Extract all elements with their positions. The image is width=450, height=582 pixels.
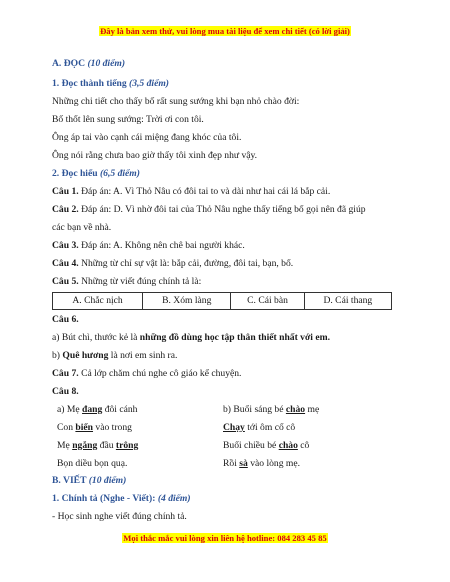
reading-line-2: Bố thốt lên sung sướng: Trời ơi con tôi.	[52, 114, 204, 125]
answer-bold: những đồ dùng học tập thân thiết nhất với em.	[139, 332, 330, 343]
poem-text: Rồi	[223, 458, 240, 469]
table-row	[53, 293, 392, 310]
part-b-section-1-score: (4 điểm)	[157, 493, 191, 504]
poem-a-line-3	[57, 440, 138, 452]
section-2-title: 2. Đọc hiểu	[52, 168, 98, 179]
poem-text: vào trong	[93, 422, 132, 433]
poem-text: b) Buổi sáng bé	[223, 404, 286, 415]
question-5	[52, 276, 201, 288]
question-6b	[52, 350, 177, 362]
poem-a-line-1	[57, 404, 137, 416]
question-2	[52, 204, 366, 216]
section-1-heading	[52, 78, 169, 90]
poem-text: cô	[297, 440, 310, 451]
question-label: Câu 7.	[52, 368, 79, 379]
question-label: Câu 4.	[52, 258, 79, 269]
underlined-word: chào	[285, 404, 306, 415]
question-label: Câu 2.	[52, 204, 79, 215]
option-d: D. Cái thang	[304, 293, 391, 310]
underlined-word: sà	[239, 458, 248, 469]
poem-a-line-2	[57, 422, 132, 434]
question-label: Câu 8.	[52, 386, 79, 397]
question-label: Câu 3.	[52, 240, 79, 251]
section-2-heading	[52, 168, 140, 180]
section-2-score: (6,5 điểm)	[99, 168, 140, 179]
part-b-score: (10 điểm)	[88, 475, 127, 486]
answer-text: b)	[52, 350, 63, 361]
poem-a-line-4: Bọn diều bọn quạ.	[57, 458, 128, 469]
poem-text: tới ôm cổ cô	[244, 422, 296, 433]
poem-text: đầu	[97, 440, 116, 451]
options-table	[52, 292, 392, 310]
part-a-title: A. ĐỌC	[52, 58, 86, 69]
hotline-banner-text: Mọi thắc mắc vui lòng xin liên hệ hotline: 084 283 45 85	[123, 533, 327, 543]
answer-text: a) Bút chì, thước kẻ là	[52, 332, 140, 343]
question-3	[52, 240, 245, 252]
preview-banner	[0, 26, 450, 37]
poem-b-line-2	[223, 422, 295, 434]
answer-text: Những từ viết đúng chính tả là:	[81, 276, 202, 287]
reading-line-1: Những chi tiết cho thấy bố rất sung sướng khi bạn nhỏ chào đời:	[52, 96, 300, 107]
question-7	[52, 368, 241, 380]
question-2-continued: các bạn về nhà.	[52, 222, 112, 233]
poem-text: Buổi chiều bé	[223, 440, 279, 451]
answer-text: Cả lớp chăm chú nghe cô giáo kể chuyện.	[81, 368, 242, 379]
question-6	[52, 314, 79, 326]
answer-text: Đáp án: A. Vì Thỏ Nâu có đôi tai to và dài như hai cái lá bắp cải.	[81, 186, 331, 197]
reading-line-4: Ông nói rằng chưa bao giờ thấy tôi xinh đẹp như vậy.	[52, 150, 258, 161]
option-c: C. Cái bàn	[231, 293, 304, 310]
underlined-word: chào	[278, 440, 298, 451]
underlined-word: Chạy	[223, 422, 245, 433]
poem-text: Con	[57, 422, 76, 433]
hotline-banner	[0, 533, 450, 544]
underlined-word: đang	[82, 404, 103, 415]
question-1	[52, 186, 330, 198]
answer-text: Đáp án: A. Không nên chê bai người khác.	[81, 240, 245, 251]
poem-text: mẹ	[305, 404, 320, 415]
answer-text: là nơi em sinh ra.	[108, 350, 178, 361]
part-b-heading	[52, 475, 126, 487]
poem-text: a) Mẹ	[57, 404, 83, 415]
answer-text: Những từ chỉ sự vật là: bắp cải, đường, đôi tai, bạn, bố.	[81, 258, 294, 269]
part-a-heading	[52, 58, 125, 70]
underlined-word: biển	[75, 422, 94, 433]
poem-b-line-4	[223, 458, 300, 470]
question-6a	[52, 332, 330, 344]
reading-line-3: Ông áp tai vào cạnh cái miệng đang khóc của tôi.	[52, 132, 242, 143]
part-a-score: (10 điểm)	[87, 58, 126, 69]
option-b: B. Xóm làng	[143, 293, 231, 310]
poem-b-line-3	[223, 440, 309, 452]
poem-text: đôi cánh	[102, 404, 138, 415]
option-a: A. Chắc nịch	[53, 293, 143, 310]
part-b-title: B. VIẾT	[52, 475, 87, 486]
question-8	[52, 386, 79, 398]
question-label: Câu 5.	[52, 276, 79, 287]
question-label: Câu 6.	[52, 314, 79, 325]
poem-text: Mẹ	[57, 440, 73, 451]
underlined-word: trông	[115, 440, 139, 451]
question-4	[52, 258, 293, 270]
part-b-line-1: - Học sinh nghe viết đúng chính tả.	[52, 511, 187, 522]
section-1-title: 1. Đọc thành tiếng	[52, 78, 127, 89]
poem-text: vào lòng mẹ.	[247, 458, 301, 469]
answer-text: Đáp án: D. Vì nhờ đôi tai của Thỏ Nâu nghe thấy tiếng bố gọi nên đã giúp	[81, 204, 366, 215]
question-label: Câu 1.	[52, 186, 79, 197]
preview-banner-text: Đây là bản xem thử, vui lòng mua tài liệu để xem chi tiết (có lời giải)	[100, 26, 350, 36]
part-b-section-1-heading	[52, 493, 191, 505]
poem-b-line-1	[223, 404, 319, 416]
section-1-score: (3,5 điểm)	[129, 78, 169, 89]
underlined-word: ngắng	[72, 440, 98, 451]
part-b-section-1-title: 1. Chính tả (Nghe - Viết):	[52, 493, 156, 504]
answer-bold: Quê hương	[62, 350, 109, 361]
